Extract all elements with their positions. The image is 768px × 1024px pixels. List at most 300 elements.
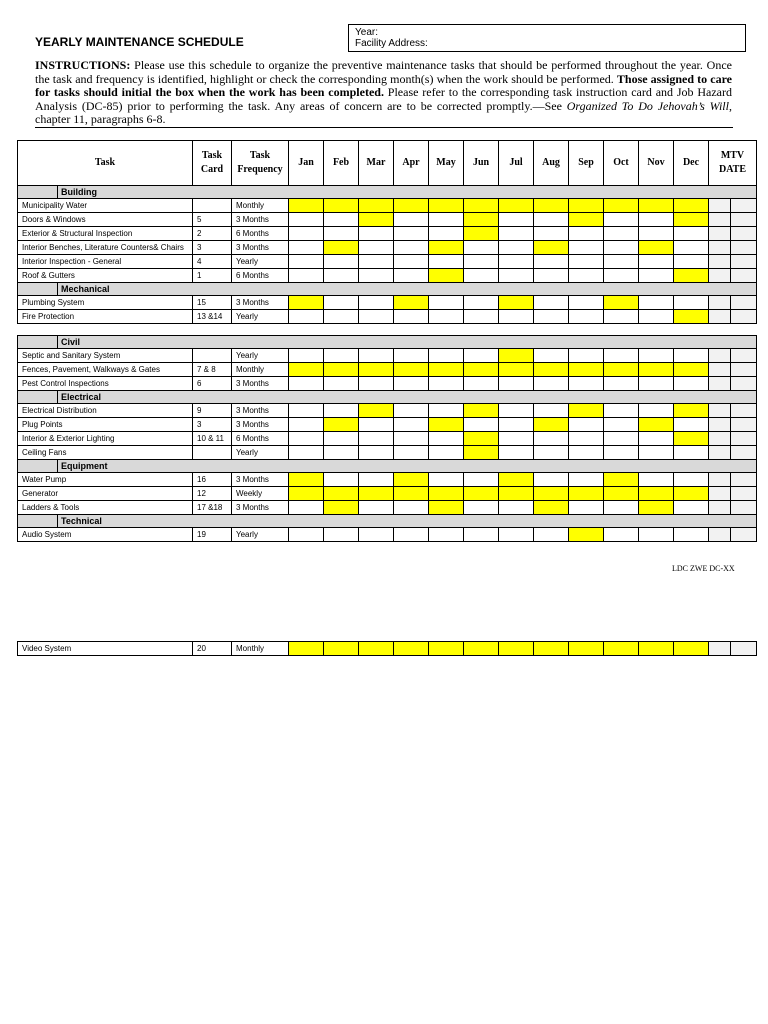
month-cell-mar[interactable] [359,199,394,213]
month-cell-dec[interactable] [674,501,709,515]
month-cell-oct[interactable] [604,199,639,213]
month-cell-oct[interactable] [604,501,639,515]
month-cell-jul[interactable] [499,404,534,418]
mtv-date-cell[interactable] [731,418,757,432]
task-card-number: 4 [193,255,232,269]
month-cell-aug[interactable] [534,501,569,515]
month-cell-mar[interactable] [359,269,394,283]
month-cell-mar[interactable] [359,418,394,432]
month-cell-may[interactable] [429,487,464,501]
mtv-date-cell[interactable] [731,432,757,446]
mtv-date-cell[interactable] [709,501,731,515]
category-label: Mechanical [58,283,757,296]
month-cell-dec[interactable] [674,487,709,501]
month-cell-jun[interactable] [464,446,499,460]
month-cell-dec[interactable] [674,296,709,310]
task-name: Municipality Water [18,199,193,213]
month-cell-jan[interactable] [289,255,324,269]
month-cell-oct[interactable] [604,241,639,255]
month-cell-jun[interactable] [464,432,499,446]
task-name: Video System [18,642,193,656]
month-cell-sep[interactable] [569,199,604,213]
month-cell-jan[interactable] [289,642,324,656]
month-cell-apr[interactable] [394,269,429,283]
month-cell-jul[interactable] [499,269,534,283]
month-cell-oct[interactable] [604,377,639,391]
month-cell-jul[interactable] [499,213,534,227]
month-cell-dec[interactable] [674,377,709,391]
task-frequency: 6 Months [232,227,289,241]
month-cell-apr[interactable] [394,473,429,487]
month-cell-jun[interactable] [464,404,499,418]
month-cell-dec[interactable] [674,241,709,255]
month-cell-aug[interactable] [534,642,569,656]
month-cell-jul[interactable] [499,501,534,515]
month-cell-apr[interactable] [394,501,429,515]
month-cell-feb[interactable] [324,255,359,269]
task-name: Roof & Gutters [18,269,193,283]
month-cell-sep[interactable] [569,418,604,432]
month-cell-oct[interactable] [604,528,639,542]
month-cell-feb[interactable] [324,501,359,515]
mtv-date-cell[interactable] [731,473,757,487]
month-cell-mar[interactable] [359,501,394,515]
month-cell-dec[interactable] [674,473,709,487]
mtv-date-cell[interactable] [731,528,757,542]
month-cell-feb[interactable] [324,404,359,418]
month-cell-jan[interactable] [289,296,324,310]
month-cell-mar[interactable] [359,404,394,418]
mtv-date-cell[interactable] [709,310,731,324]
month-cell-jan[interactable] [289,310,324,324]
month-cell-jun[interactable] [464,377,499,391]
month-cell-may[interactable] [429,418,464,432]
month-cell-nov[interactable] [639,269,674,283]
month-cell-jun[interactable] [464,227,499,241]
month-cell-nov[interactable] [639,255,674,269]
month-cell-dec[interactable] [674,199,709,213]
month-cell-jul[interactable] [499,432,534,446]
mtv-date-cell[interactable] [709,446,731,460]
month-cell-jul[interactable] [499,199,534,213]
month-cell-apr[interactable] [394,432,429,446]
month-cell-apr[interactable] [394,227,429,241]
month-cell-apr[interactable] [394,255,429,269]
month-cell-sep[interactable] [569,432,604,446]
month-cell-aug[interactable] [534,473,569,487]
month-cell-may[interactable] [429,642,464,656]
mtv-date-cell[interactable] [731,487,757,501]
month-cell-nov[interactable] [639,432,674,446]
mtv-date-cell[interactable] [709,418,731,432]
month-cell-may[interactable] [429,310,464,324]
mtv-date-cell[interactable] [709,241,731,255]
month-cell-aug[interactable] [534,377,569,391]
month-cell-may[interactable] [429,432,464,446]
month-cell-nov[interactable] [639,349,674,363]
month-cell-jan[interactable] [289,213,324,227]
month-cell-aug[interactable] [534,227,569,241]
month-cell-oct[interactable] [604,363,639,377]
month-cell-sep[interactable] [569,255,604,269]
month-cell-mar[interactable] [359,487,394,501]
year-address-box[interactable] [348,24,746,52]
month-cell-nov[interactable] [639,310,674,324]
month-cell-dec[interactable] [674,418,709,432]
month-cell-mar[interactable] [359,296,394,310]
mtv-date-cell[interactable] [709,213,731,227]
month-cell-mar[interactable] [359,473,394,487]
col-header-apr: Apr [394,141,429,186]
month-cell-jul[interactable] [499,487,534,501]
month-cell-nov[interactable] [639,473,674,487]
month-cell-feb[interactable] [324,199,359,213]
month-cell-jun[interactable] [464,255,499,269]
month-cell-may[interactable] [429,501,464,515]
month-cell-jan[interactable] [289,199,324,213]
month-cell-jul[interactable] [499,296,534,310]
mtv-date-cell[interactable] [709,487,731,501]
month-cell-feb[interactable] [324,310,359,324]
month-cell-feb[interactable] [324,269,359,283]
mtv-date-cell[interactable] [709,227,731,241]
month-cell-sep[interactable] [569,377,604,391]
month-cell-nov[interactable] [639,363,674,377]
category-indent [18,515,58,528]
month-cell-nov[interactable] [639,213,674,227]
month-cell-sep[interactable] [569,404,604,418]
month-cell-dec[interactable] [674,363,709,377]
month-cell-oct[interactable] [604,446,639,460]
month-cell-jan[interactable] [289,487,324,501]
month-cell-aug[interactable] [534,310,569,324]
category-row [18,391,757,404]
month-cell-jul[interactable] [499,418,534,432]
month-cell-jan[interactable] [289,349,324,363]
month-cell-sep[interactable] [569,363,604,377]
month-cell-aug[interactable] [534,418,569,432]
month-cell-feb[interactable] [324,473,359,487]
month-cell-may[interactable] [429,227,464,241]
task-row [18,269,757,283]
month-cell-dec[interactable] [674,269,709,283]
month-cell-jan[interactable] [289,418,324,432]
mtv-date-cell[interactable] [709,363,731,377]
month-cell-nov[interactable] [639,296,674,310]
month-cell-sep[interactable] [569,227,604,241]
month-cell-feb[interactable] [324,349,359,363]
month-cell-jun[interactable] [464,418,499,432]
mtv-date-cell[interactable] [709,642,731,656]
mtv-date-cell[interactable] [731,296,757,310]
month-cell-mar[interactable] [359,446,394,460]
mtv-date-cell[interactable] [709,296,731,310]
month-cell-dec[interactable] [674,213,709,227]
month-cell-jun[interactable] [464,199,499,213]
month-cell-aug[interactable] [534,363,569,377]
month-cell-jul[interactable] [499,227,534,241]
month-cell-sep[interactable] [569,269,604,283]
month-cell-feb[interactable] [324,363,359,377]
month-cell-mar[interactable] [359,310,394,324]
month-cell-aug[interactable] [534,349,569,363]
category-label: Electrical [58,391,757,404]
month-cell-jan[interactable] [289,446,324,460]
month-cell-feb[interactable] [324,227,359,241]
month-cell-jul[interactable] [499,642,534,656]
month-cell-nov[interactable] [639,487,674,501]
month-cell-jan[interactable] [289,269,324,283]
mtv-date-cell[interactable] [709,528,731,542]
month-cell-aug[interactable] [534,255,569,269]
month-cell-apr[interactable] [394,528,429,542]
mtv-date-cell[interactable] [731,377,757,391]
month-cell-aug[interactable] [534,269,569,283]
month-cell-feb[interactable] [324,241,359,255]
task-name: Septic and Sanitary System [18,349,193,363]
month-cell-dec[interactable] [674,227,709,241]
month-cell-jun[interactable] [464,269,499,283]
month-cell-feb[interactable] [324,528,359,542]
month-cell-aug[interactable] [534,199,569,213]
mtv-date-cell[interactable] [731,501,757,515]
month-cell-mar[interactable] [359,377,394,391]
mtv-date-cell[interactable] [731,241,757,255]
month-cell-jan[interactable] [289,501,324,515]
month-cell-jun[interactable] [464,528,499,542]
month-cell-oct[interactable] [604,213,639,227]
month-cell-nov[interactable] [639,404,674,418]
month-cell-oct[interactable] [604,296,639,310]
month-cell-sep[interactable] [569,487,604,501]
month-cell-aug[interactable] [534,241,569,255]
month-cell-feb[interactable] [324,296,359,310]
mtv-date-cell[interactable] [731,227,757,241]
month-cell-oct[interactable] [604,227,639,241]
month-cell-dec[interactable] [674,349,709,363]
month-cell-nov[interactable] [639,241,674,255]
month-cell-jul[interactable] [499,473,534,487]
month-cell-nov[interactable] [639,227,674,241]
month-cell-apr[interactable] [394,418,429,432]
mtv-date-cell[interactable] [731,255,757,269]
month-cell-jun[interactable] [464,363,499,377]
month-cell-aug[interactable] [534,213,569,227]
month-cell-aug[interactable] [534,446,569,460]
month-cell-dec[interactable] [674,404,709,418]
mtv-date-cell[interactable] [731,363,757,377]
month-cell-feb[interactable] [324,418,359,432]
month-cell-jan[interactable] [289,227,324,241]
month-cell-sep[interactable] [569,241,604,255]
month-cell-mar[interactable] [359,528,394,542]
mtv-date-cell[interactable] [731,213,757,227]
mtv-date-cell[interactable] [731,199,757,213]
month-cell-jul[interactable] [499,363,534,377]
month-cell-dec[interactable] [674,432,709,446]
month-cell-jul[interactable] [499,310,534,324]
month-cell-sep[interactable] [569,528,604,542]
month-cell-apr[interactable] [394,296,429,310]
month-cell-aug[interactable] [534,404,569,418]
month-cell-nov[interactable] [639,446,674,460]
month-cell-may[interactable] [429,377,464,391]
month-cell-apr[interactable] [394,213,429,227]
mtv-date-cell[interactable] [709,269,731,283]
month-cell-may[interactable] [429,241,464,255]
month-cell-may[interactable] [429,269,464,283]
month-cell-jul[interactable] [499,241,534,255]
month-cell-sep[interactable] [569,473,604,487]
month-cell-nov[interactable] [639,199,674,213]
month-cell-oct[interactable] [604,642,639,656]
month-cell-nov[interactable] [639,418,674,432]
month-cell-apr[interactable] [394,349,429,363]
month-cell-feb[interactable] [324,213,359,227]
month-cell-apr[interactable] [394,363,429,377]
month-cell-dec[interactable] [674,255,709,269]
mtv-date-cell[interactable] [731,349,757,363]
month-cell-oct[interactable] [604,349,639,363]
month-cell-oct[interactable] [604,255,639,269]
month-cell-nov[interactable] [639,642,674,656]
month-cell-jul[interactable] [499,377,534,391]
category-indent [18,283,58,296]
month-cell-may[interactable] [429,528,464,542]
month-cell-jan[interactable] [289,241,324,255]
mtv-date-cell[interactable] [731,269,757,283]
month-cell-feb[interactable] [324,642,359,656]
month-cell-sep[interactable] [569,446,604,460]
month-cell-jun[interactable] [464,296,499,310]
month-cell-aug[interactable] [534,528,569,542]
month-cell-aug[interactable] [534,296,569,310]
month-cell-apr[interactable] [394,404,429,418]
mtv-date-cell[interactable] [709,377,731,391]
month-cell-may[interactable] [429,446,464,460]
mtv-date-cell[interactable] [709,432,731,446]
mtv-date-cell[interactable] [709,199,731,213]
month-cell-jun[interactable] [464,241,499,255]
month-cell-apr[interactable] [394,446,429,460]
task-frequency: 3 Months [232,501,289,515]
month-cell-may[interactable] [429,363,464,377]
month-cell-jan[interactable] [289,377,324,391]
month-cell-jan[interactable] [289,432,324,446]
month-cell-nov[interactable] [639,377,674,391]
month-cell-apr[interactable] [394,642,429,656]
mtv-date-cell[interactable] [731,404,757,418]
month-cell-sep[interactable] [569,296,604,310]
month-cell-may[interactable] [429,473,464,487]
month-cell-jun[interactable] [464,487,499,501]
month-cell-may[interactable] [429,349,464,363]
month-cell-sep[interactable] [569,642,604,656]
mtv-date-cell[interactable] [709,255,731,269]
month-cell-oct[interactable] [604,432,639,446]
month-cell-jul[interactable] [499,255,534,269]
month-cell-jun[interactable] [464,349,499,363]
month-cell-aug[interactable] [534,487,569,501]
month-cell-sep[interactable] [569,310,604,324]
month-cell-mar[interactable] [359,642,394,656]
task-row [18,296,757,310]
month-cell-jan[interactable] [289,473,324,487]
task-card-number [193,199,232,213]
col-header-oct: Oct [604,141,639,186]
month-cell-nov[interactable] [639,528,674,542]
month-cell-apr[interactable] [394,487,429,501]
month-cell-jun[interactable] [464,213,499,227]
month-cell-apr[interactable] [394,377,429,391]
month-cell-jun[interactable] [464,501,499,515]
month-cell-may[interactable] [429,404,464,418]
month-cell-jan[interactable] [289,404,324,418]
month-cell-feb[interactable] [324,432,359,446]
month-cell-mar[interactable] [359,363,394,377]
month-cell-oct[interactable] [604,404,639,418]
month-cell-mar[interactable] [359,255,394,269]
mtv-date-cell[interactable] [731,642,757,656]
mtv-date-cell[interactable] [709,349,731,363]
month-cell-feb[interactable] [324,487,359,501]
month-cell-apr[interactable] [394,310,429,324]
month-cell-jun[interactable] [464,310,499,324]
month-cell-mar[interactable] [359,241,394,255]
month-cell-oct[interactable] [604,487,639,501]
month-cell-dec[interactable] [674,528,709,542]
month-cell-mar[interactable] [359,213,394,227]
month-cell-may[interactable] [429,213,464,227]
month-cell-sep[interactable] [569,349,604,363]
month-cell-sep[interactable] [569,213,604,227]
month-cell-jan[interactable] [289,528,324,542]
month-cell-dec[interactable] [674,642,709,656]
month-cell-may[interactable] [429,199,464,213]
month-cell-mar[interactable] [359,349,394,363]
month-cell-may[interactable] [429,255,464,269]
month-cell-jul[interactable] [499,446,534,460]
month-cell-jul[interactable] [499,349,534,363]
mtv-date-cell[interactable] [731,310,757,324]
mtv-date-cell[interactable] [709,473,731,487]
month-cell-oct[interactable] [604,473,639,487]
month-cell-jan[interactable] [289,363,324,377]
month-cell-mar[interactable] [359,227,394,241]
month-cell-may[interactable] [429,296,464,310]
month-cell-apr[interactable] [394,241,429,255]
month-cell-mar[interactable] [359,432,394,446]
month-cell-feb[interactable] [324,446,359,460]
month-cell-dec[interactable] [674,310,709,324]
month-cell-jul[interactable] [499,528,534,542]
month-cell-apr[interactable] [394,199,429,213]
mtv-date-cell[interactable] [731,446,757,460]
month-cell-nov[interactable] [639,501,674,515]
mtv-date-cell[interactable] [709,404,731,418]
month-cell-jun[interactable] [464,642,499,656]
month-cell-aug[interactable] [534,432,569,446]
task-frequency: 3 Months [232,296,289,310]
month-cell-oct[interactable] [604,269,639,283]
month-cell-jun[interactable] [464,473,499,487]
month-cell-oct[interactable] [604,310,639,324]
category-row [18,515,757,528]
month-cell-dec[interactable] [674,446,709,460]
month-cell-sep[interactable] [569,501,604,515]
month-cell-feb[interactable] [324,377,359,391]
month-cell-oct[interactable] [604,418,639,432]
